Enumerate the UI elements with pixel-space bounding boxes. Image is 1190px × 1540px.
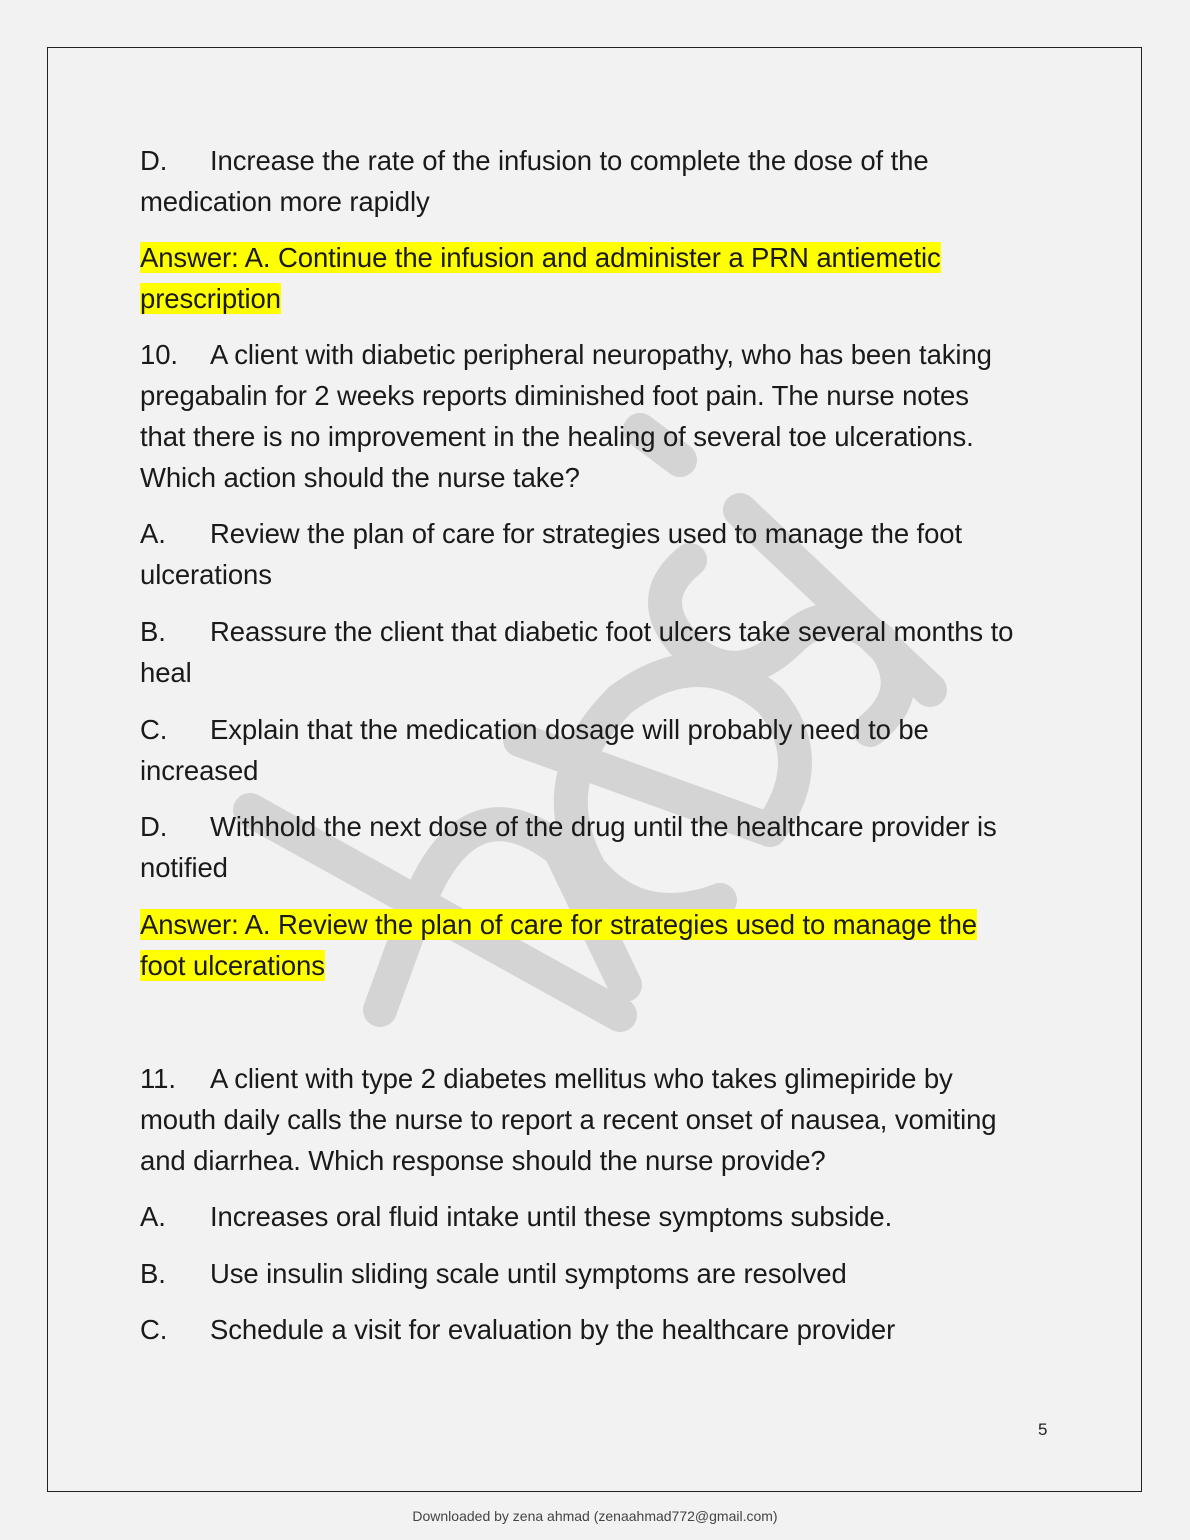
q11-option-b: B. Use insulin sliding scale until symptoms are resolved — [140, 1258, 847, 1289]
q11-option-c: C. Schedule a visit for evaluation by the healthcare provider — [140, 1314, 896, 1345]
q10-answer: Answer: A. Review the plan of care for strategies used to manage the foot ulcerations — [140, 909, 977, 981]
q9-option-d: D. Increase the rate of the infusion to complete the dose of the medication more rapidly — [140, 145, 929, 217]
q10-option-b: B. Reassure the client that diabetic foot ulcers take several months to heal — [140, 616, 1014, 688]
q11-stem: 11. A client with type 2 diabetes mellitus who takes glimepiride by mouth daily calls the nurse to report a recent onset of nausea, vomiting and diarrhea. Which response should the nurse provide? — [140, 1063, 997, 1176]
q10-option-a: A. Review the plan of care for strategies used to manage the foot ulcerations — [140, 518, 963, 590]
q10-option-d: D. Withhold the next dose of the drug until the healthcare provider is notified — [140, 811, 997, 883]
page-number: 5 — [1038, 1420, 1048, 1439]
q10-stem: 10. A client with diabetic peripheral neuropathy, who has been taking pregabalin for 2 weeks reports diminished foot pain. The nurse notes that there is no improvement in the healing of several toe ulcerations. Which action should the nurse take? — [140, 339, 992, 493]
q9-answer: Answer: A. Continue the infusion and administer a PRN antiemetic prescription — [140, 242, 941, 314]
q11-option-a: A. Increases oral fluid intake until these symptoms subside. — [140, 1201, 893, 1232]
download-footer: Downloaded by zena ahmad (zenaahmad772@gmail.com) — [412, 1508, 778, 1524]
q10-option-c: C. Explain that the medication dosage will probably need to be increased — [140, 714, 929, 786]
